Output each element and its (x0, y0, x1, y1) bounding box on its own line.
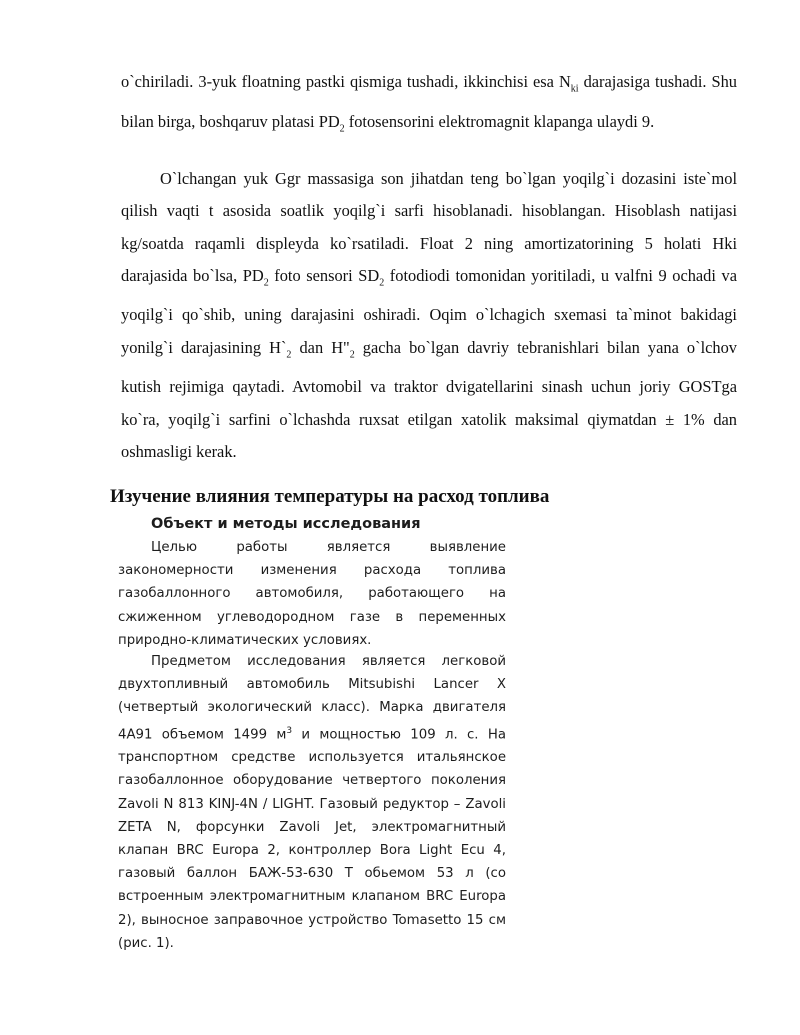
main-subscript-3: 2 (286, 349, 292, 361)
scan-paragraph-1: Целью работы является выявление закономерности изменения расхода топлива газобаллонного автомобиля, работающего на сжиженном углеводородном газе в переменных природно-климатических условиях. (118, 540, 506, 648)
main-subscript-4: 2 (349, 349, 355, 361)
main-paragraph-text-2: foto sensori SD (268, 265, 380, 285)
intro-paragraph-text-3: fotosensorini elektromagnit klapanga ulaydi 9. (344, 111, 655, 131)
scan-paragraph-2-text-2: и мощностью 109 л. с. На транспортном средстве используется итальянское газобаллонное оборудование четвертого поколения Zavoli N 813 KINJ-4N / LIGHT. Газовый редуктор – Zavoli ZETA N, форсунки Zavoli Jet, электромагнитный клапан BRC Europa 2, контроллер Bora Light Ecu 4, газовый баллон БАЖ-53-630 Т обьемом 53 л (со встроенным электромагнитным клапаном BRC Europa 2), выносное заправочное устройство Tomasetto 15 см (рис. 1). (118, 727, 506, 950)
main-paragraph (121, 163, 737, 468)
main-paragraph-text-4: dan H" (291, 337, 350, 357)
intro-paragraph-text-1: o`chiriladi. 3-yuk floatning pastki qismiga tushadi, ikkinchisi esa N (121, 72, 571, 91)
main-paragraph-text-5: gacha bo`lgan davriy tebranishlari bilan yana o`lchov kutish rejimiga qaytadi. Avtomobil va traktor dvigatellarini sinash uchun joriy GOSTga ko`ra, yoqilg`i sarfini o`lchashda ruxsat etilgan xatolik maksimal qiymatdan ± 1% dan oshmasligi kerak. (121, 337, 737, 461)
scan-paragraph-2 (118, 650, 506, 950)
main-subscript-2: 2 (379, 277, 385, 289)
scan-paragraph-2-text-1: Предметом исследования является легковой двухтопливный автомобиль Mitsubishi Lancer X (четвертый экологический класс). Марка двигателя 4A91 объемом 1499 м (118, 654, 506, 743)
section-heading: Изучение влияния температуры на расход топлива (110, 486, 550, 507)
main-subscript-1: 2 (263, 277, 269, 289)
intro-subscript-2: 2 (339, 122, 345, 134)
scanned-excerpt (118, 510, 514, 950)
scan-title: Объект и методы исследования (151, 516, 421, 532)
intro-subscript-ki: ki (570, 83, 579, 95)
scan-superscript-3: 3 (286, 725, 293, 736)
main-paragraph-text-1: O`lchangan yuk Ggr massasiga son jihatdan teng bo`lgan yoqilg`i dozasini iste`mol qilish vaqti t asosida soatlik yoqilg`i sarfi hisoblanadi. hisoblangan. Hisoblash natijasi kg/soatda raqamli displeyda ko`rsatiladi. Float 2 ning amortizatorining 5 holati Hki darajasida bo`lsa, PD (121, 169, 737, 285)
intro-paragraph-text-2: darajasiga tushadi. Shu bilan birga, boshqaruv platasi PD (121, 72, 737, 131)
intro-paragraph (121, 66, 737, 145)
main-paragraph-text-3: fotodiodi tomonidan yoritiladi, u valfni 9 ochadi va yoqilg`i qo`shib, uning darajasini oshiradi. Oqim o`lchagich sxemasi ta`minot bakidagi yonilg`i darajasining H` (121, 265, 737, 357)
